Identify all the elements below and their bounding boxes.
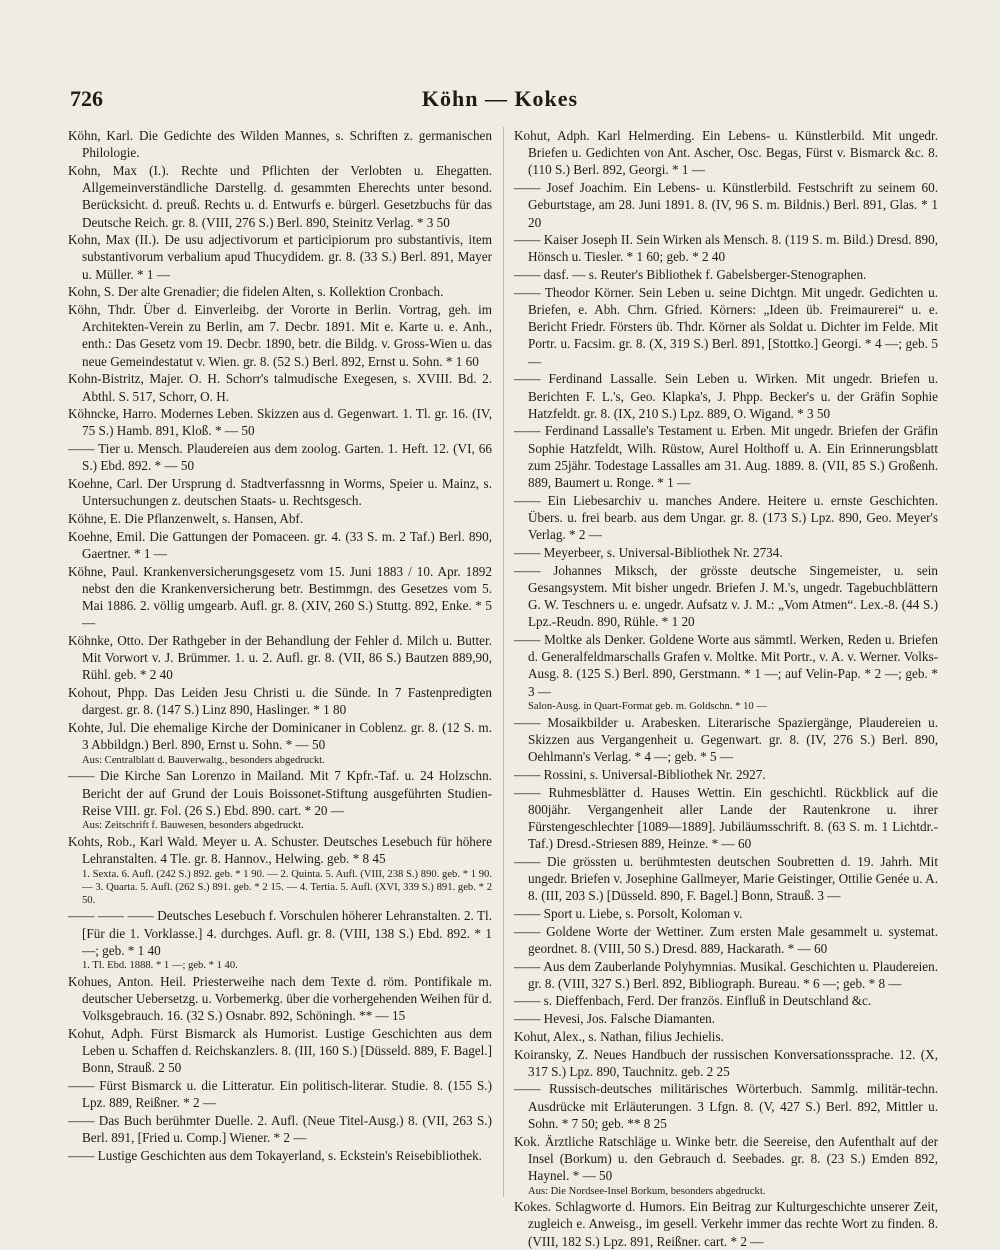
bibliography-entry: —— Ein Liebesarchiv u. manches Andere. Heitere u. ernste Geschichten. Übers. u. frei bearb. aus dem Ungar. gr. 8. (173 S.) Lpz. 890, Geo. Meyer's Verlag. * 2 —	[514, 492, 938, 543]
bibliography-entry: —— Ruhmesblätter d. Hauses Wettin. Ein geschichtl. Rückblick auf die 800jähr. Vergangenheit aller Lande der Rautenkrone u. ihrer Fürstengeschlechter [1089—1889]. Jubiläumsschrift. 8. (63 S. m. 1 Lichtdr.-Taf.) Dresd.-Striesen 889, Heinze. * — 60	[514, 784, 938, 852]
bibliography-entry: —— Theodor Körner. Sein Leben u. seine Dichtgn. Mit ungedr. Gedichten u. Briefen, e. Abh. Chrn. Gfried. Körners: „Ideen üb. Freimaurerei“ u. e. Bericht Friedr. Försters üb. Thdr. Körner als Soldat u. Dichter im Felde. Mit Portr. u. Facsim. gr. 8. (X, 319 S.) Berl. 891, [Stottko.] Georgi. * 4 —; geb. 5 —	[514, 284, 938, 369]
bibliography-entry: —— Ferdinand Lassalle. Sein Leben u. Wirken. Mit ungedr. Briefen u. Berichten F. L.'s, Geo. Klapka's, J. Phpp. Becker's u. der Gräfin Sophie Hatzfeldt. gr. 8. (IX, 210 S.) Lpz. 889, O. Wigand. * 3 50	[514, 371, 938, 421]
bibliography-entry: Kohn, Max (II.). De usu adjectivorum et participiorum pro substantivis, item substantivorum verbalium apud Thucydidem. gr. 8. (33 S.) Berl. 891, Mayer u. Müller. * 1 —	[68, 232, 492, 282]
page-header	[70, 86, 930, 118]
bibliography-entry: Köhne, E. Die Pflanzenwelt, s. Hansen, Abf.	[68, 510, 304, 526]
bibliography-entry: —— Das Buch berühmter Duelle. 2. Aufl. (Neue Titel-Ausg.) 8. (VII, 263 S.) Berl. 891, [Fried u. Comp.] Wiener. * 2 —	[68, 1113, 492, 1146]
left-column	[68, 127, 492, 1197]
bibliography-entry: —— Aus dem Zauberlande Polyhymnias. Musikal. Geschichten u. Plaudereien. gr. 8. (VIII, 327 S.) Berl. 892, Bibliograph. Bureau. * 6 —; geb. * 8 —	[514, 958, 938, 991]
bibliography-entry: Kohn, Max (I.). Rechte und Pflichten der Verlobten u. Ehegatten. Allgemeinverständliche Darstellg. d. gesammten Eherechts unter besond. Berücksicht. d. preuß. Rechts u. d. Entwurfs e. bürgerl. Gesetzbuchs für das Deutsche Reich. gr. 8. (VIII, 276 S.) Berl. 890, Steinitz Verlag. * 3 50	[68, 162, 492, 230]
bibliography-entry: —— Mosaikbilder u. Arabesken. Literarische Spaziergänge, Plaudereien u. Skizzen aus Vergangenheit u. Gegenwart. gr. 8. (IV, 276 S.) Berl. 890, Oehlmann's Verlag. * 4 —; geb. * 5 —	[514, 714, 938, 765]
bibliography-entry: 1. Sexta. 6. Aufl. (242 S.) 892. geb. * 1 90. — 2. Quinta. 5. Aufl. (VIII, 238 S.) 890. geb. * 1 90. — 3. Quarta. 5. Aufl. (262 S.) 891. geb. * 2 15. — 4. Tertia. 5. Aufl. (XVI, 339 S.) 891. geb. * 2 50.	[82, 868, 492, 906]
bibliography-entry: Aus: Zeitschrift f. Bauwesen, besonders abgedruckt.	[82, 820, 304, 832]
bibliography-entry: Koehne, Emil. Die Gattungen der Pomaceen. gr. 4. (33 S. m. 2 Taf.) Berl. 890, Gaertner. * 1 —	[68, 528, 492, 561]
bibliography-entry: Köhn, Thdr. Über d. Einverleibg. der Vororte in Berlin. Vortrag, geh. im Architekten-Verein zu Berlin, am 7. Decbr. 1891. Mit e. Karte u. e. Anh., enth.: Das Gesetz vom 19. Decbr. 1890, betr. die Bildg. v. Gross-Wien u. das neue Gemeindestatut v. Wien. gr. 8. (52 S.) Berl. 892, Ernst u. Sohn. * 1 60	[68, 302, 492, 369]
bibliography-entry: —— Goldene Worte der Wettiner. Zum ersten Male gesammelt u. systemat. geordnet. 8. (VIII, 50 S.) Dresd. 889, Hackarath. * — 60	[514, 923, 938, 956]
bibliography-entry: Kok. Ärztliche Ratschläge u. Winke betr. die Seereise, den Aufenthalt auf der Insel (Borkum) u. den Gebrauch d. Seebades. gr. 8. (23 S.) Emden 892, Haynel. * — 50	[514, 1133, 938, 1183]
bibliography-entry: —— Kaiser Joseph II. Sein Wirken als Mensch. 8. (119 S. m. Bild.) Dresd. 890, Hönsch u. Tiesler. * 1 60; geb. * 2 40	[514, 232, 938, 265]
bibliography-entry: Köhncke, Harro. Modernes Leben. Skizzen aus d. Gegenwart. 1. Tl. gr. 16. (IV, 75 S.) Hamb. 891, Kloß. * — 50	[68, 406, 492, 439]
bibliography-entry: Kohts, Rob., Karl Wald. Meyer u. A. Schuster. Deutsches Lesebuch für höhere Lehranstalten. 4 Tle. gr. 8. Hannov., Helwing. geb. * 8 45	[68, 833, 492, 867]
bibliography-entry: —— Lustige Geschichten aus dem Tokayerland, s. Eckstein's Reisebibliothek.	[68, 1147, 482, 1163]
bibliography-entry: Salon-Ausg. in Quart-Format geb. m. Goldschn. * 10 —	[528, 701, 767, 713]
bibliography-entry: —— Moltke als Denker. Goldene Worte aus sämmtl. Werken, Reden u. Briefen d. Generalfeldmarschalls Grafen v. Moltke. Mit Portr., v. A. v. Werner. Volks-Ausg. 8. (125 S.) Berl. 890, Gerstmann. * 1 —; auf Velin-Pap. * 2 —; geb. * 3 —	[514, 631, 938, 699]
bibliography-entry: —— Josef Joachim. Ein Lebens- u. Künstlerbild. Festschrift zu seinem 60. Geburtstage, am 28. Juni 1891. 8. (IV, 96 S. m. Bildnis.) Berl. 891, Glas. * 1 20	[514, 180, 938, 230]
bibliography-entry: Koiransky, Z. Neues Handbuch der russischen Konversationssprache. 12. (X, 317 S.) Lpz. 890, Tauchnitz. geb. 2 25	[514, 1046, 938, 1079]
bibliography-entry: Kohout, Phpp. Das Leiden Jesu Christi u. die Sünde. In 7 Fastenpredigten dargest. gr. 8. (147 S.) Linz 890, Haslinger. * 1 80	[68, 685, 492, 718]
bibliography-entry: —— Die grössten u. berühmtesten deutschen Soubretten d. 19. Jahrh. Mit ungedr. Briefen v. Josephine Gallmeyer, Marie Geistinger, Ottilie Genée u. A. 8. (III, 203 S.) [Düsseld. 890, F. Bagel.] Bonn, Strauß. 3 —	[514, 853, 938, 904]
bibliography-entry: Köhn, Karl. Die Gedichte des Wilden Mannes, s. Schriften z. germanischen Philologie.	[68, 128, 492, 161]
bibliography-entry: Kohut, Adph. Fürst Bismarck als Humorist. Lustige Geschichten aus dem Leben u. Schaffen d. Reichskanzlers. 8. (III, 160 S.) [Düsseld. 889, F. Bagel.] Bonn, Strauß. 2 50	[68, 1026, 492, 1076]
bibliography-entry: Köhnke, Otto. Der Rathgeber in der Behandlung der Fehler d. Milch u. Butter. Mit Vorwort v. J. Brümmer. 1. u. 2. Aufl. gr. 8. (VII, 86 S.) Bautzen 889,90, Rühl. geb. * 2 40	[68, 632, 492, 683]
bibliography-entry: —— Russisch-deutsches militärisches Wörterbuch. Sammlg. militär-techn. Ausdrücke mit Erläuterungen. 3 Lfgn. 8. (V, 427 S.) Berl. 892, Mittler u. Sohn. * 7 50; geb. ** 8 25	[514, 1081, 938, 1131]
running-title: Köhn — Kokes	[421, 86, 579, 111]
bibliography-entry: —— Sport u. Liebe, s. Porsolt, Koloman v.	[514, 905, 743, 921]
bibliography-entry: Köhne, Paul. Krankenversicherungsgesetz vom 15. Juni 1883 / 10. Apr. 1892 nebst den die Krankenversicherung betr. Bestimmgn. des Gesetzes vom 5. Mai 1886. 2. völlig umgearb. Aufl. gr. 8. (XIV, 260 S.) Stuttg. 892, Enke. * 5 —	[68, 563, 492, 631]
bibliography-entry: —— Meyerbeer, s. Universal-Bibliothek Nr. 2734.	[514, 544, 783, 560]
bibliography-entry: —— dasf. — s. Reuter's Bibliothek f. Gabelsberger-Stenographen.	[514, 267, 867, 283]
bibliography-entry: —— Hevesi, Jos. Falsche Diamanten.	[514, 1011, 716, 1027]
bibliography-entry: —— —— —— Deutsches Lesebuch f. Vorschulen höherer Lehranstalten. 2. Tl. [Für die 1. Vorklasse.] 4. durchges. Aufl. gr. 8. (VIII, 138 S.) Ebd. 892. * 1 —; geb. * 1 40	[68, 908, 492, 958]
bibliography-entry: —— Tier u. Mensch. Plaudereien aus dem zoolog. Garten. 1. Heft. 12. (VI, 66 S.) Ebd. 892. * — 50	[68, 441, 492, 474]
bibliography-entry: —— Fürst Bismarck u. die Litteratur. Ein politisch-literar. Studie. 8. (155 S.) Lpz. 889, Reißner. * 2 —	[68, 1078, 492, 1111]
column-divider	[503, 127, 504, 1197]
page-number: 726	[70, 86, 103, 111]
bibliography-entry: Aus: Centralblatt d. Bauverwaltg., besonders abgedruckt.	[82, 754, 325, 766]
bibliography-entry: Kokes. Schlagworte d. Humors. Ein Beitrag zur Kulturgeschichte unserer Zeit, zugleich e. Anweisg., im gesell. Verkehr immer das rechte Wort zu finden. 8. (VIII, 182 S.) Lpz. 891, Reißner. cart. * 2 —	[514, 1199, 938, 1249]
right-column	[514, 127, 938, 1249]
bibliography-entry: Kohues, Anton. Heil. Priesterweihe nach dem Texte d. röm. Pontifikale m. deutscher Uebersetzg. u. Vorbemerkg. über die vorhergehenden Weihen für d. Volksgebrauch. 16. (32 S.) Osnabr. 892, Schöningh. ** — 15	[68, 973, 492, 1024]
bibliography-entry: Kohn-Bistritz, Majer. O. H. Schorr's talmudische Exegesen, s. XVIII. Bd. 2. Abthl. S. 517, Schorr, O. H.	[68, 371, 492, 404]
bibliography-entry: —— Rossini, s. Universal-Bibliothek Nr. 2927.	[514, 766, 766, 782]
bibliography-entry: Kohte, Jul. Die ehemalige Kirche der Dominicaner in Coblenz. gr. 8. (12 S. m. 3 Abbildgn.) Berl. 890, Ernst u. Sohn. * — 50	[68, 719, 492, 753]
bibliography-entry: —— Die Kirche San Lorenzo in Mailand. Mit 7 Kpfr.-Taf. u. 24 Holzschn. Bericht der auf Grund der Louis Boissonet-Stiftung ausgeführten Studien-Reise VIII. gr. Fol. (26 S.) Ebd. 890. cart. * 20 —	[68, 768, 492, 818]
bibliography-entry: Kohut, Adph. Karl Helmerding. Ein Lebens- u. Künstlerbild. Mit ungedr. Briefen u. Gedichten von Ant. Ascher, Osc. Begas, Fürst v. Bismarck &c. 8. (110 S.) Berl. 892, Georgi. * 1 —	[514, 128, 938, 178]
bibliography-entry: —— s. Dieffenbach, Ferd. Der französ. Einfluß in Deutschland &c.	[514, 993, 872, 1009]
bibliography-entry: Koehne, Carl. Der Ursprung d. Stadtverfassnng in Worms, Speier u. Mainz, s. Untersuchungen z. deutschen Staats- u. Rechtsgesch.	[68, 476, 492, 509]
bibliography-entry: —— Johannes Miksch, der grösste deutsche Singemeister, u. sein Gesangsystem. Mit bisher ungedr. Briefen J. M.'s, ungedr. Tagebuchblättern G. W. Teschners u. e. ungedr. Aufsatz v. J. M.: „Vom Atmen“. Lex.-8. (44 S.) Lpz.-Reudn. 890, Rühle. * 1 20	[514, 562, 938, 630]
bibliography-entry: Kohn, S. Der alte Grenadier; die fidelen Alten, s. Kollektion Cronbach.	[68, 284, 444, 300]
bibliography-entry: —— Ferdinand Lassalle's Testament u. Erben. Mit ungedr. Briefen der Gräfin Sophie Hatzfeldt, Wilh. Rüstow, Aurel Holthoff u. A. Ein Erinnerungsblatt zum 25jähr. Todestage Lassalles am 31. Aug. 1889. 8. (VII, 85 S.) Großenh. 889, Baumert u. Ronge. * 1 —	[514, 423, 938, 491]
bibliography-entry: 1. Tl. Ebd. 1888. * 1 —; geb. * 1 40.	[82, 960, 238, 972]
bibliography-entry: Aus: Die Nordsee-Insel Borkum, besonders abgedruckt.	[528, 1185, 766, 1197]
bibliography-entry: Kohut, Alex., s. Nathan, filius Jechielis.	[514, 1028, 724, 1044]
